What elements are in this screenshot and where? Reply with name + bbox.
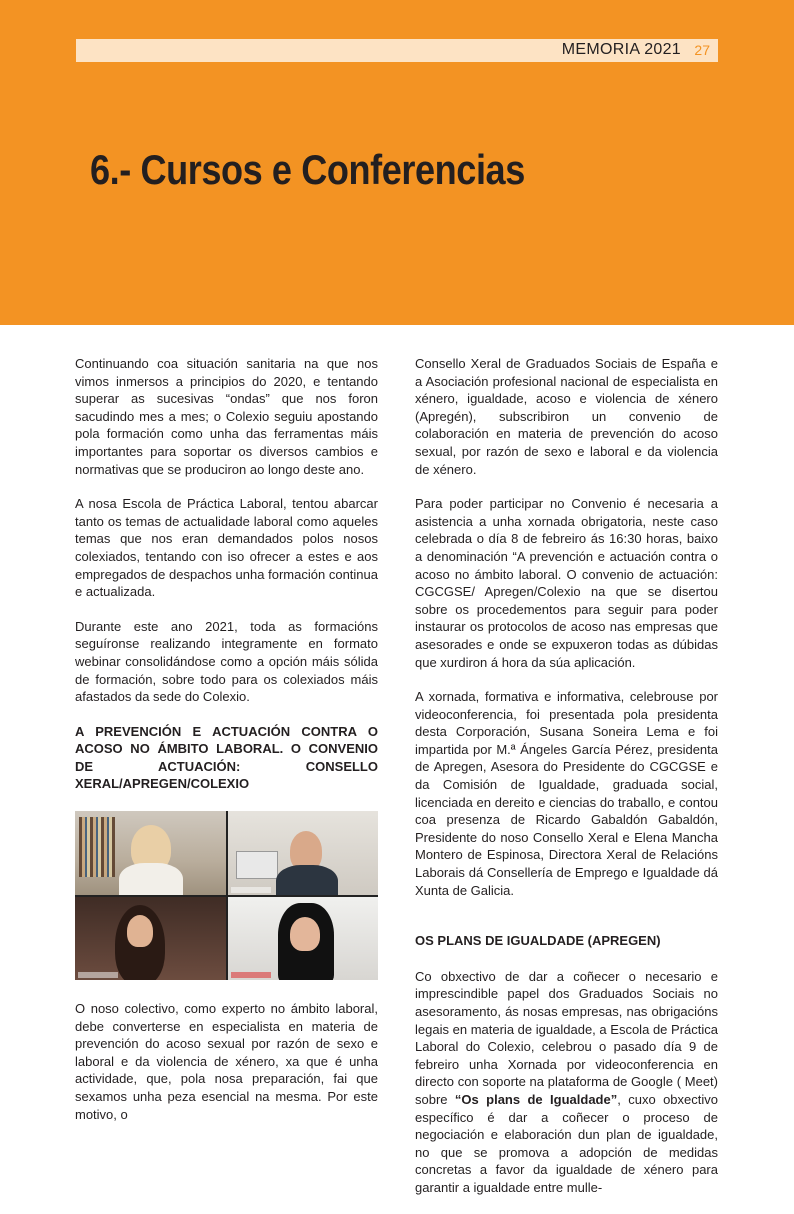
left-column — [75, 355, 378, 1140]
chapter-title: 6.- Cursos e Conferencias — [90, 146, 525, 193]
participant-tile — [228, 811, 379, 895]
printer-image — [236, 851, 278, 879]
participant-body — [119, 863, 183, 895]
section-heading: A PREVENCIÓN E ACTUACIÓN CONTRA O ACOSO NO ÁMBITO LABORAL. O CONVENIO DE ACTUACIÓN: CONSELLO XERAL/APREGEN/COLEXIO — [75, 723, 378, 792]
right-column — [415, 355, 718, 1214]
paragraph-text: , cuxo obxectivo específico é dar a coñecer o proceso de negociación e elaboración dun plan de igualdade, no que se promova a adopción de medidas concretas a favor da igualdade de xénero para garantir a igualdade entre mulle- — [415, 1091, 719, 1195]
participant-tile — [75, 811, 226, 895]
name-label — [231, 972, 271, 978]
header-title: MEMORIA 2021 — [561, 41, 681, 58]
paragraph: Consello Xeral de Graduados Sociais de España e a Asociación profesional nacional de especialista en xénero, igualdade, acoso e violencia de xénero (Apregén), subscribiron un convenio de colaboración en materia de prevención do acoso sexual, por razón de sexo e laboral e da violencia de xénero. — [415, 356, 718, 477]
paragraph-text: Co obxectivo de dar a coñecer o necesario e imprescindible papel dos Graduados Sociais no asesoramento, ás nosas empresas, nas obrigacións legais en materia de igualdade, a Escola de Práctica Laboral do Colexio, celebrou o pasado día 9 de febreiro unha Xornada por videoconferencia en directo con soporte na plataforma de Google ( Meet) sobre — [415, 968, 718, 1107]
paragraph: Durante este ano 2021, toda as formacións seguíronse realizando integramente en formato webinar consolidándose como a opción máis sólida de formación, sobre todo para os colexiados máis afastados da sede do Colexio. — [75, 618, 378, 705]
participant-face — [127, 915, 153, 947]
paragraph: Para poder participar no Convenio é necesaria a asistencia a unha xornada obrigatoria, neste caso celebrada o día 8 de febreiro ás 16:30 horas, baixo a denominación “A prevención e actuación contra o acoso no ámbito laboral. O convenio de actuación: CGCGSE/ Apregen/Colexio na que se disertou sobre os procedementos para seguir para poder instaurar os protocolos de acoso nas empresas que asesorades e onde se expuxeron todas as dúbidas que xurdiron á hora da súa aplicación. — [415, 496, 718, 670]
participant-body — [276, 865, 338, 895]
paragraph: A xornada, formativa e informativa, celebrouse por videoconferencia, foi presentada pola presidenta desta Corporación, Susana Soneira Lema e foi impartida por M.ª Ángeles García Pérez, presidenta de Apregen, Asesora do Presidente do CGCGSE e da Comisión de Igualdade, graduada social, licenciada en dereito e ciencias do traballo, e contou coa presenza de Ricardo Gabaldón Gabaldón, Presidente do noso Consello Xeral e Elena Mancha Montero de Espinosa, Directora Xeral de Relacións Laborais dá Consellería de Emprego e Igualdade dá Xunta de Galicia. — [415, 689, 718, 898]
section-heading: OS PLANS DE IGUALDADE (APREGEN) — [415, 933, 661, 949]
name-label — [78, 972, 118, 978]
page-number: 27 — [694, 42, 710, 58]
participant-tile — [75, 897, 226, 981]
participant-tile — [228, 897, 379, 981]
video-conference-photo — [75, 811, 378, 980]
paragraph: O noso colectivo, como experto no ámbito laboral, debe converterse en especialista en materia de prevención do acoso sexual por razón de sexo e laboral e da violencia de xénero, xa que é unha actividade, que, pola nosa preparación, fai que sexamos unha peza esencial na mesma. Por este motivo, o — [75, 1001, 378, 1122]
chapter-banner — [0, 0, 794, 325]
bookshelf-image — [79, 817, 115, 877]
paragraph: Continuando coa situación sanitaria na que nos vimos inmersos a principios do 2020, e tentando superar as sucesivas “ondas” que nos foron sacudindo mes a mes; o Colexio seguiu apostando pola formación como unha das ferramentas máis importantes para soportar os diversos cambios e normativas que se produciron ao longo deste ano. — [75, 356, 378, 477]
emphasis-text: “Os plans de Igualdade” — [454, 1091, 618, 1107]
participant-face — [290, 917, 320, 951]
running-header — [76, 39, 718, 62]
paragraph: A nosa Escola de Práctica Laboral, tentou abarcar tanto os temas de actualidade laboral como aqueles temas que nos eran demandados polos nosos colexiados, tentando con iso ofrecer a estes e aos empregados de despachos unha formación continua e actualizada. — [75, 496, 378, 600]
paragraph — [415, 968, 718, 1197]
name-label — [231, 887, 271, 893]
